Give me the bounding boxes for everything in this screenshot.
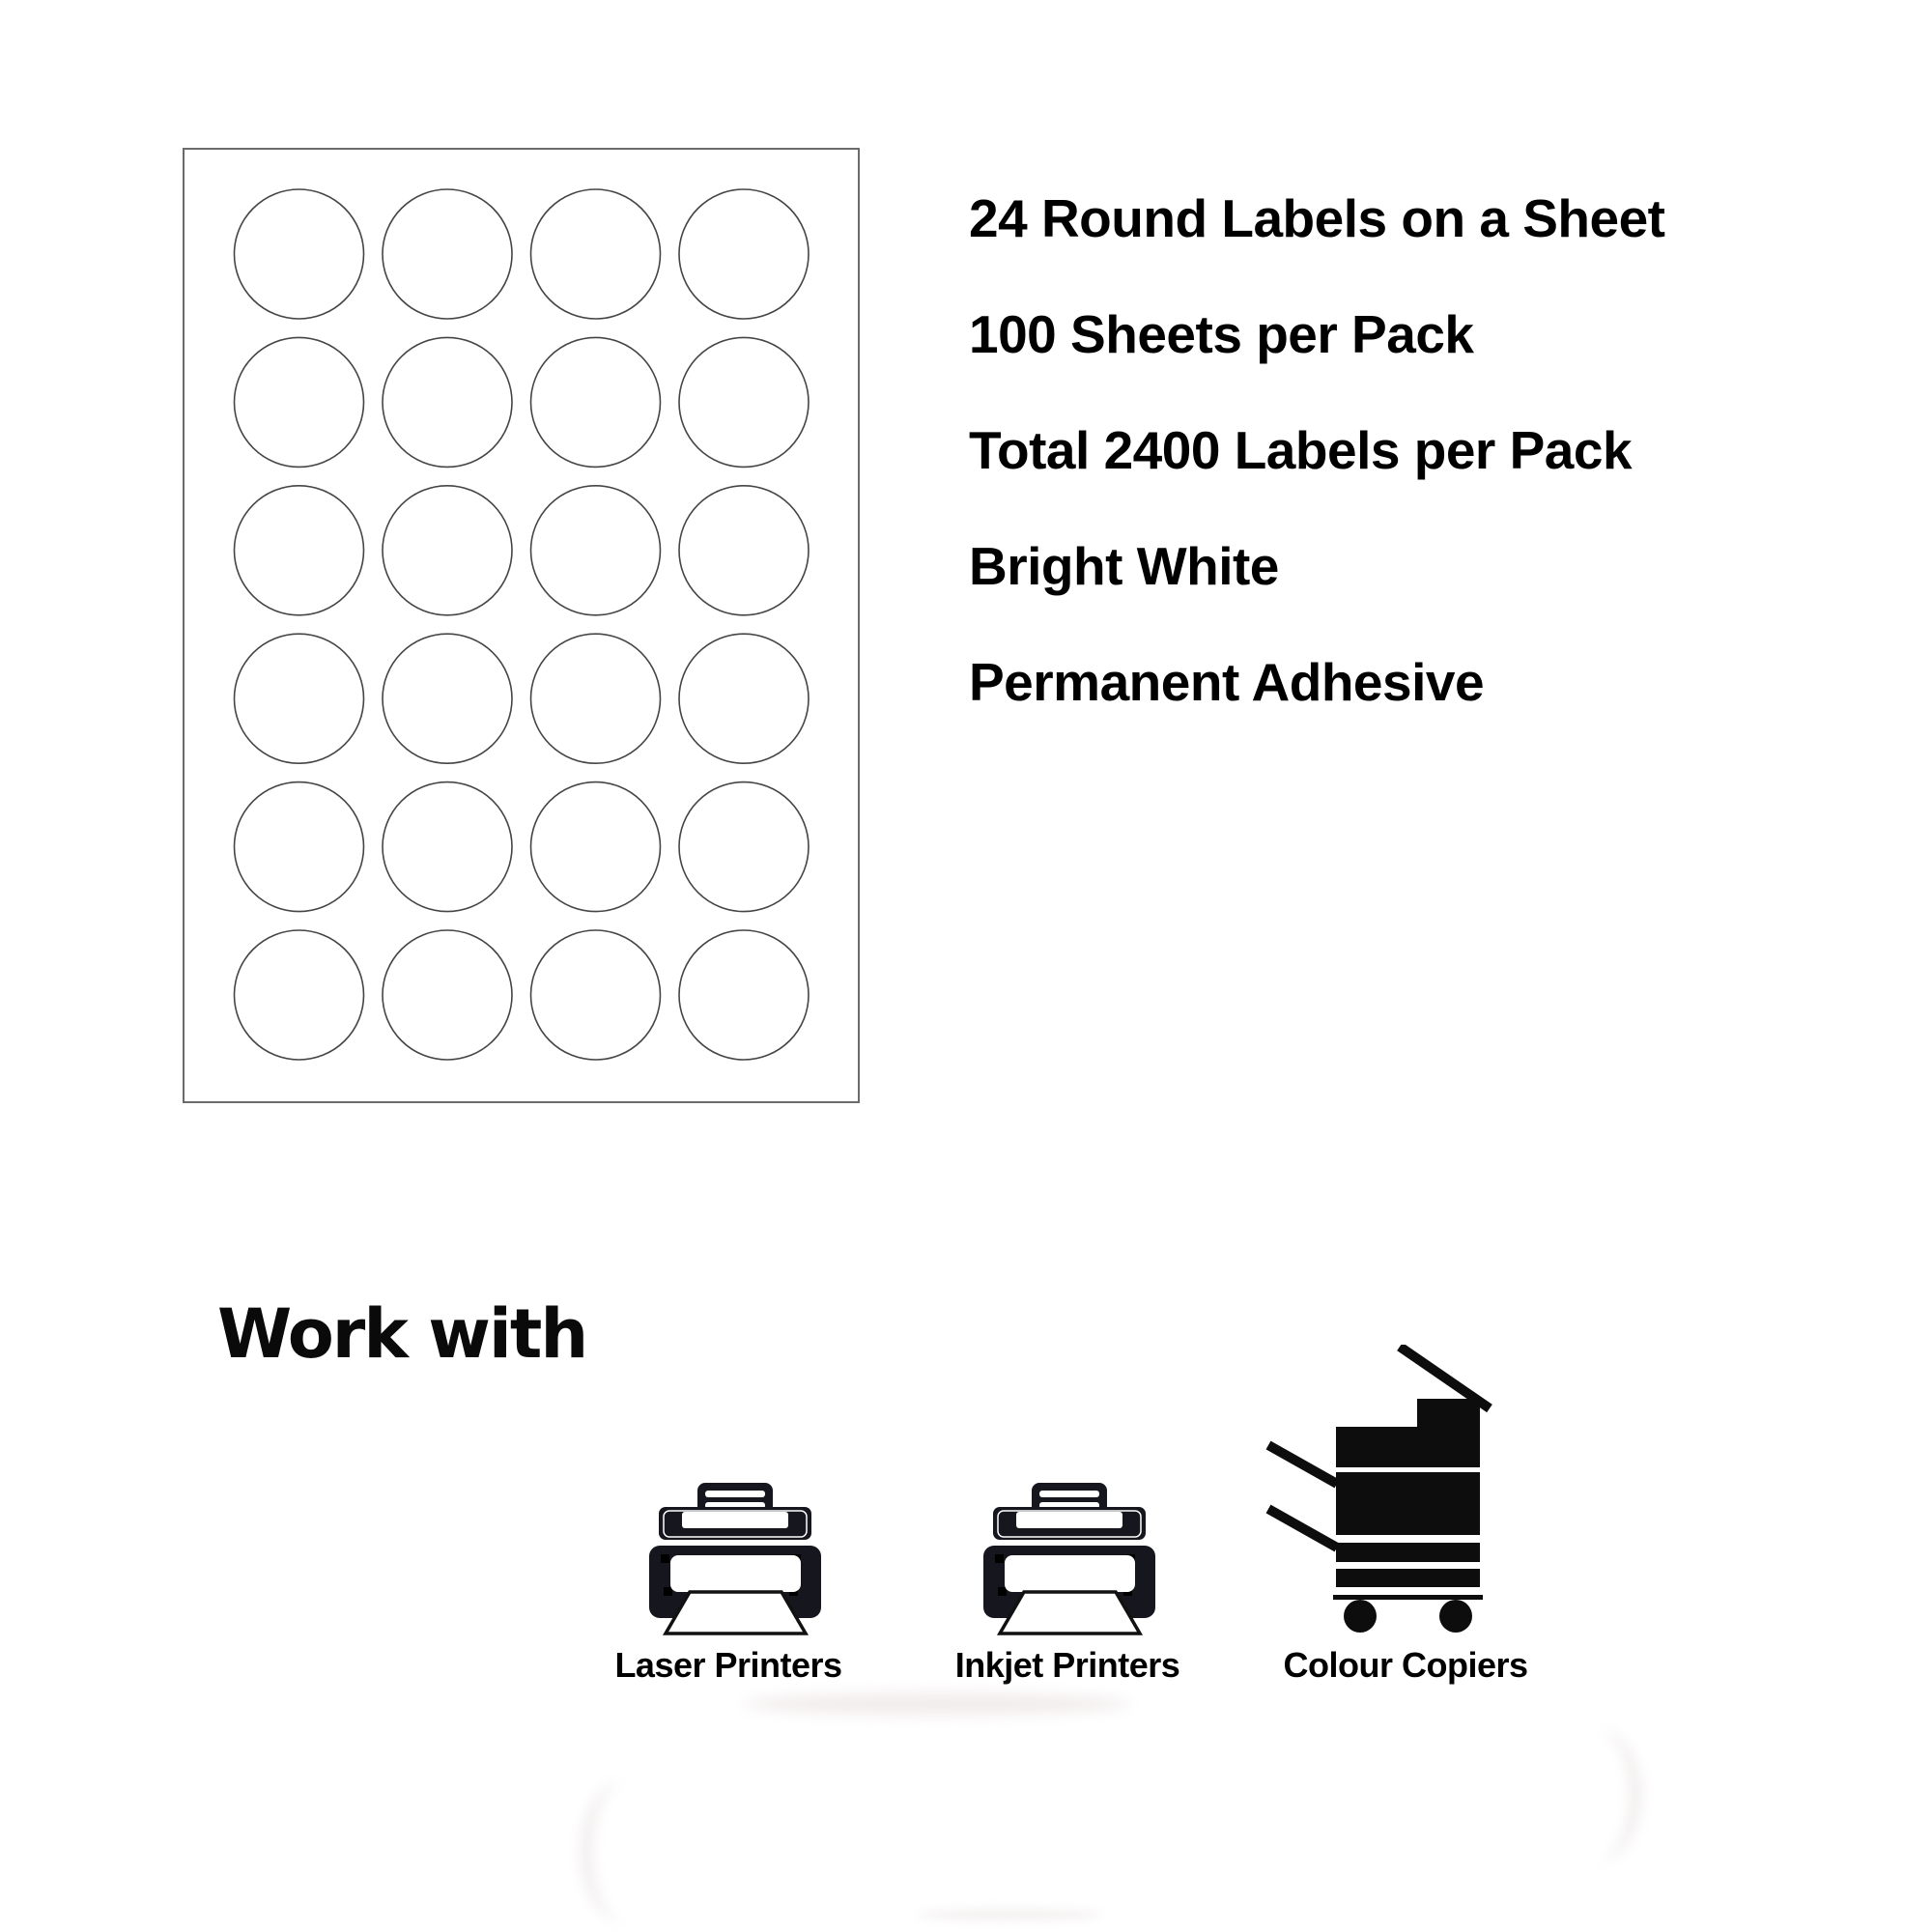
feature-total-labels: Total 2400 Labels per Pack (969, 420, 1633, 480)
feature-sheets-per-pack: 100 Sheets per Pack (969, 304, 1474, 364)
round-label (531, 486, 661, 615)
round-label (679, 930, 809, 1060)
round-label (679, 486, 809, 615)
round-label (235, 782, 364, 912)
round-label (679, 189, 809, 319)
round-label (531, 634, 661, 763)
round-label (235, 634, 364, 763)
round-label (235, 930, 364, 1060)
round-label (235, 486, 364, 615)
scan-artifact-arc-left (580, 1779, 676, 1924)
round-label (531, 189, 661, 319)
round-label (383, 782, 512, 912)
scan-artifact-dash (918, 1909, 1101, 1920)
round-label (531, 930, 661, 1060)
inkjet-printer-icon (974, 1481, 1157, 1645)
round-label (531, 782, 661, 912)
laser-printer-icon (639, 1481, 823, 1645)
round-label (383, 930, 512, 1060)
feature-labels-per-sheet: 24 Round Labels on a Sheet (969, 188, 1665, 248)
work-with-heading: Work with (217, 1294, 587, 1374)
round-label (235, 189, 364, 319)
label-sheet-svg (183, 148, 860, 1103)
round-label (235, 337, 364, 467)
round-label (383, 634, 512, 763)
round-label (679, 337, 809, 467)
round-label (383, 486, 512, 615)
scan-artifact-arc-right (1546, 1727, 1642, 1862)
label-sheet-diagram (183, 148, 860, 1103)
round-label (679, 634, 809, 763)
feature-permanent-adhesive: Permanent Adhesive (969, 652, 1485, 712)
colour-copier-icon (1261, 1345, 1492, 1639)
round-label (383, 189, 512, 319)
round-label (679, 782, 809, 912)
round-label (531, 337, 661, 467)
inkjet-printers-label: Inkjet Printers (954, 1645, 1180, 1685)
laser-printers-label: Laser Printers (614, 1645, 842, 1685)
round-label (383, 337, 512, 467)
colour-copiers-label: Colour Copiers (1283, 1645, 1528, 1685)
scan-artifact-streak (744, 1692, 1130, 1716)
feature-bright-white: Bright White (969, 536, 1279, 596)
